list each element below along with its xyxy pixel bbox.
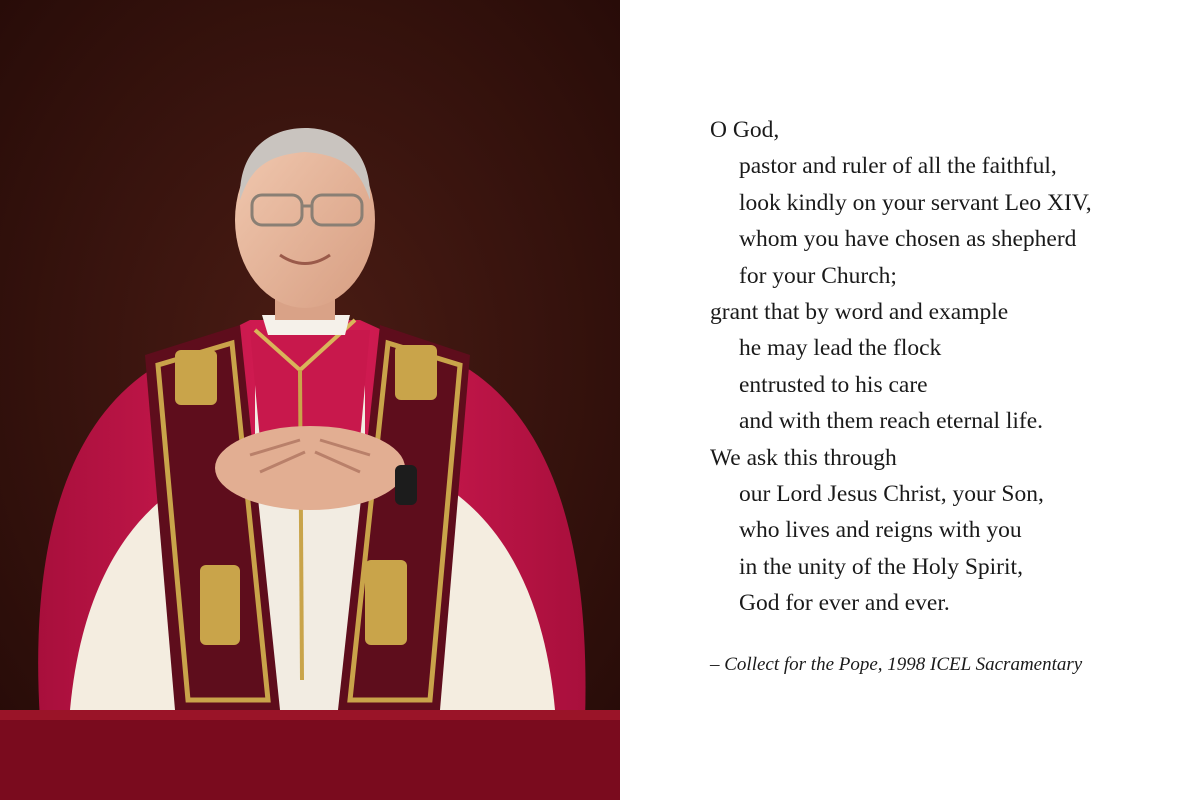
prayer-line: who lives and reigns with you bbox=[739, 517, 1022, 544]
prayer-line: pastor and ruler of all the faithful, bbox=[739, 153, 1057, 180]
prayer-line: grant that by word and example bbox=[710, 299, 1009, 326]
prayer-line: whom you have chosen as shepherd bbox=[739, 226, 1077, 253]
stole-right-figure bbox=[395, 345, 437, 400]
stole-right-figure-lower bbox=[365, 560, 407, 645]
prayer-line: and with them reach eternal life. bbox=[739, 408, 1044, 435]
prayer-line: he may lead the flock bbox=[739, 335, 942, 362]
prayer-line: We ask this through bbox=[710, 444, 897, 471]
prayer-panel bbox=[620, 0, 1200, 800]
stole-left-figure bbox=[175, 350, 217, 405]
prayer-attribution: – Collect for the Pope, 1998 ICEL Sacramentary bbox=[710, 654, 1083, 675]
prayer-line: O God, bbox=[710, 117, 780, 143]
red-chest bbox=[250, 330, 370, 440]
stole-left-figure-lower bbox=[200, 565, 240, 645]
prayer-line: our Lord Jesus Christ, your Son, bbox=[739, 481, 1044, 508]
prayer-line: for your Church; bbox=[739, 262, 897, 289]
clasped-hands bbox=[215, 426, 405, 510]
balcony-drape-highlight bbox=[0, 710, 620, 720]
balcony-drape bbox=[0, 710, 620, 800]
prayer-text bbox=[710, 112, 1190, 622]
wristwatch bbox=[395, 465, 417, 505]
prayer-line: in the unity of the Holy Spirit, bbox=[739, 553, 1023, 580]
prayer-line: God for ever and ever. bbox=[739, 590, 950, 617]
gold-cord-hanging bbox=[300, 370, 302, 680]
prayer-line: look kindly on your servant Leo XIV, bbox=[739, 189, 1092, 216]
prayer-line: entrusted to his care bbox=[739, 371, 928, 398]
